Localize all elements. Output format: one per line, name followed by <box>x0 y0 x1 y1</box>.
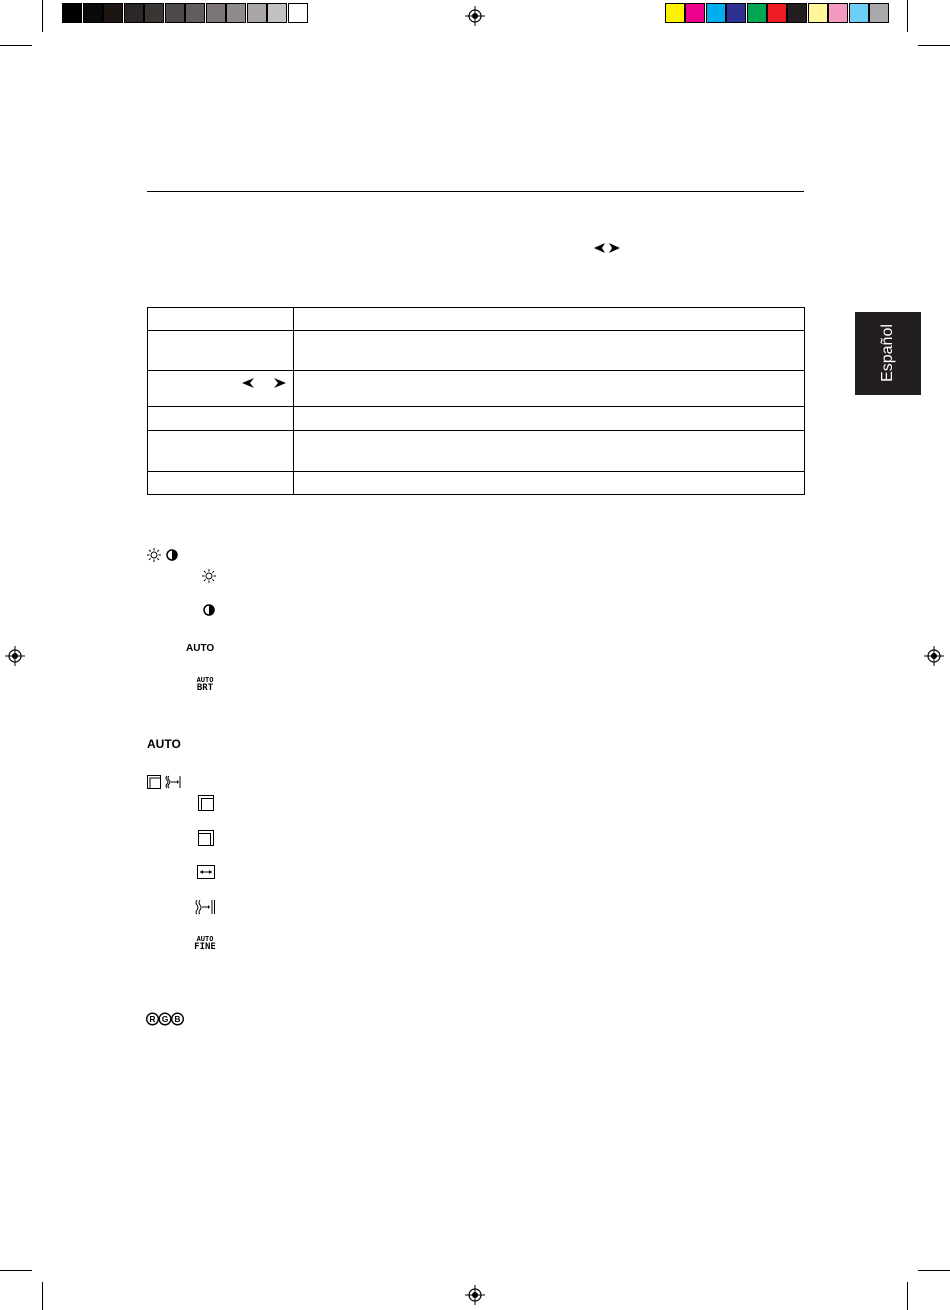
color-swatch <box>869 3 889 23</box>
registration-mark-right-icon <box>924 646 944 666</box>
grayscale-swatch <box>185 3 205 23</box>
header-rule <box>147 191 804 192</box>
v-position-icon <box>198 830 214 846</box>
auto-adjust-icon: AUTO <box>147 737 181 751</box>
auto-brightness-icon <box>194 677 216 693</box>
color-swatch <box>767 3 787 23</box>
table-row <box>148 371 805 407</box>
grayscale-swatch <box>206 3 226 23</box>
table-row <box>148 331 805 371</box>
rgb-letter: B <box>174 1014 181 1025</box>
grayscale-swatch <box>83 3 103 23</box>
auto-fine-icon <box>194 936 216 952</box>
grayscale-swatch <box>267 3 287 23</box>
fine-icon <box>194 899 216 915</box>
color-swatch <box>787 3 807 23</box>
registration-mark-left-icon <box>5 646 25 666</box>
rgb-letter: R <box>149 1014 156 1025</box>
grayscale-swatch <box>144 3 164 23</box>
rgb-color-icon <box>146 1012 184 1026</box>
color-swatch <box>726 3 746 23</box>
registration-mark-bottom-icon <box>465 1285 485 1305</box>
color-swatch <box>685 3 705 23</box>
controls-table <box>147 307 805 495</box>
registration-mark-top-icon <box>465 6 485 26</box>
left-arrow-icon <box>241 377 255 389</box>
auto-brightness-top: AUTO <box>196 676 214 684</box>
grayscale-swatch <box>103 3 123 23</box>
fine-adjust-icon <box>165 775 181 789</box>
color-swatch <box>849 3 869 23</box>
grayscale-swatch <box>62 3 82 23</box>
brightness-icon <box>147 548 161 562</box>
color-swatch <box>808 3 828 23</box>
auto-contrast-icon: AUTO <box>186 643 215 654</box>
h-size-icon <box>197 865 215 879</box>
grayscale-swatch <box>124 3 144 23</box>
table-row <box>148 407 805 431</box>
contrast-icon <box>166 549 178 561</box>
grayscale-swatch <box>165 3 185 23</box>
auto-brightness-bottom: BRT <box>196 683 214 693</box>
table-row <box>148 472 805 495</box>
h-position-icon <box>198 795 214 811</box>
grayscale-swatch <box>247 3 267 23</box>
contrast-icon <box>203 604 215 616</box>
grayscale-swatch <box>226 3 246 23</box>
left-right-arrows-icon <box>592 242 622 254</box>
rgb-letter: G <box>161 1014 169 1025</box>
color-swatch <box>706 3 726 23</box>
brightness-icon <box>202 569 216 583</box>
color-swatch <box>665 3 685 23</box>
table-row <box>148 308 805 331</box>
grayscale-swatch <box>288 3 308 23</box>
position-icon <box>147 775 161 789</box>
right-arrow-icon <box>273 377 287 389</box>
auto-fine-bottom: FINE <box>194 942 216 952</box>
color-swatch <box>828 3 848 23</box>
table-row <box>148 431 805 472</box>
color-swatch <box>747 3 767 23</box>
language-tab <box>855 312 921 395</box>
language-tab-label: Español <box>879 324 896 382</box>
auto-fine-top: AUTO <box>196 935 214 943</box>
